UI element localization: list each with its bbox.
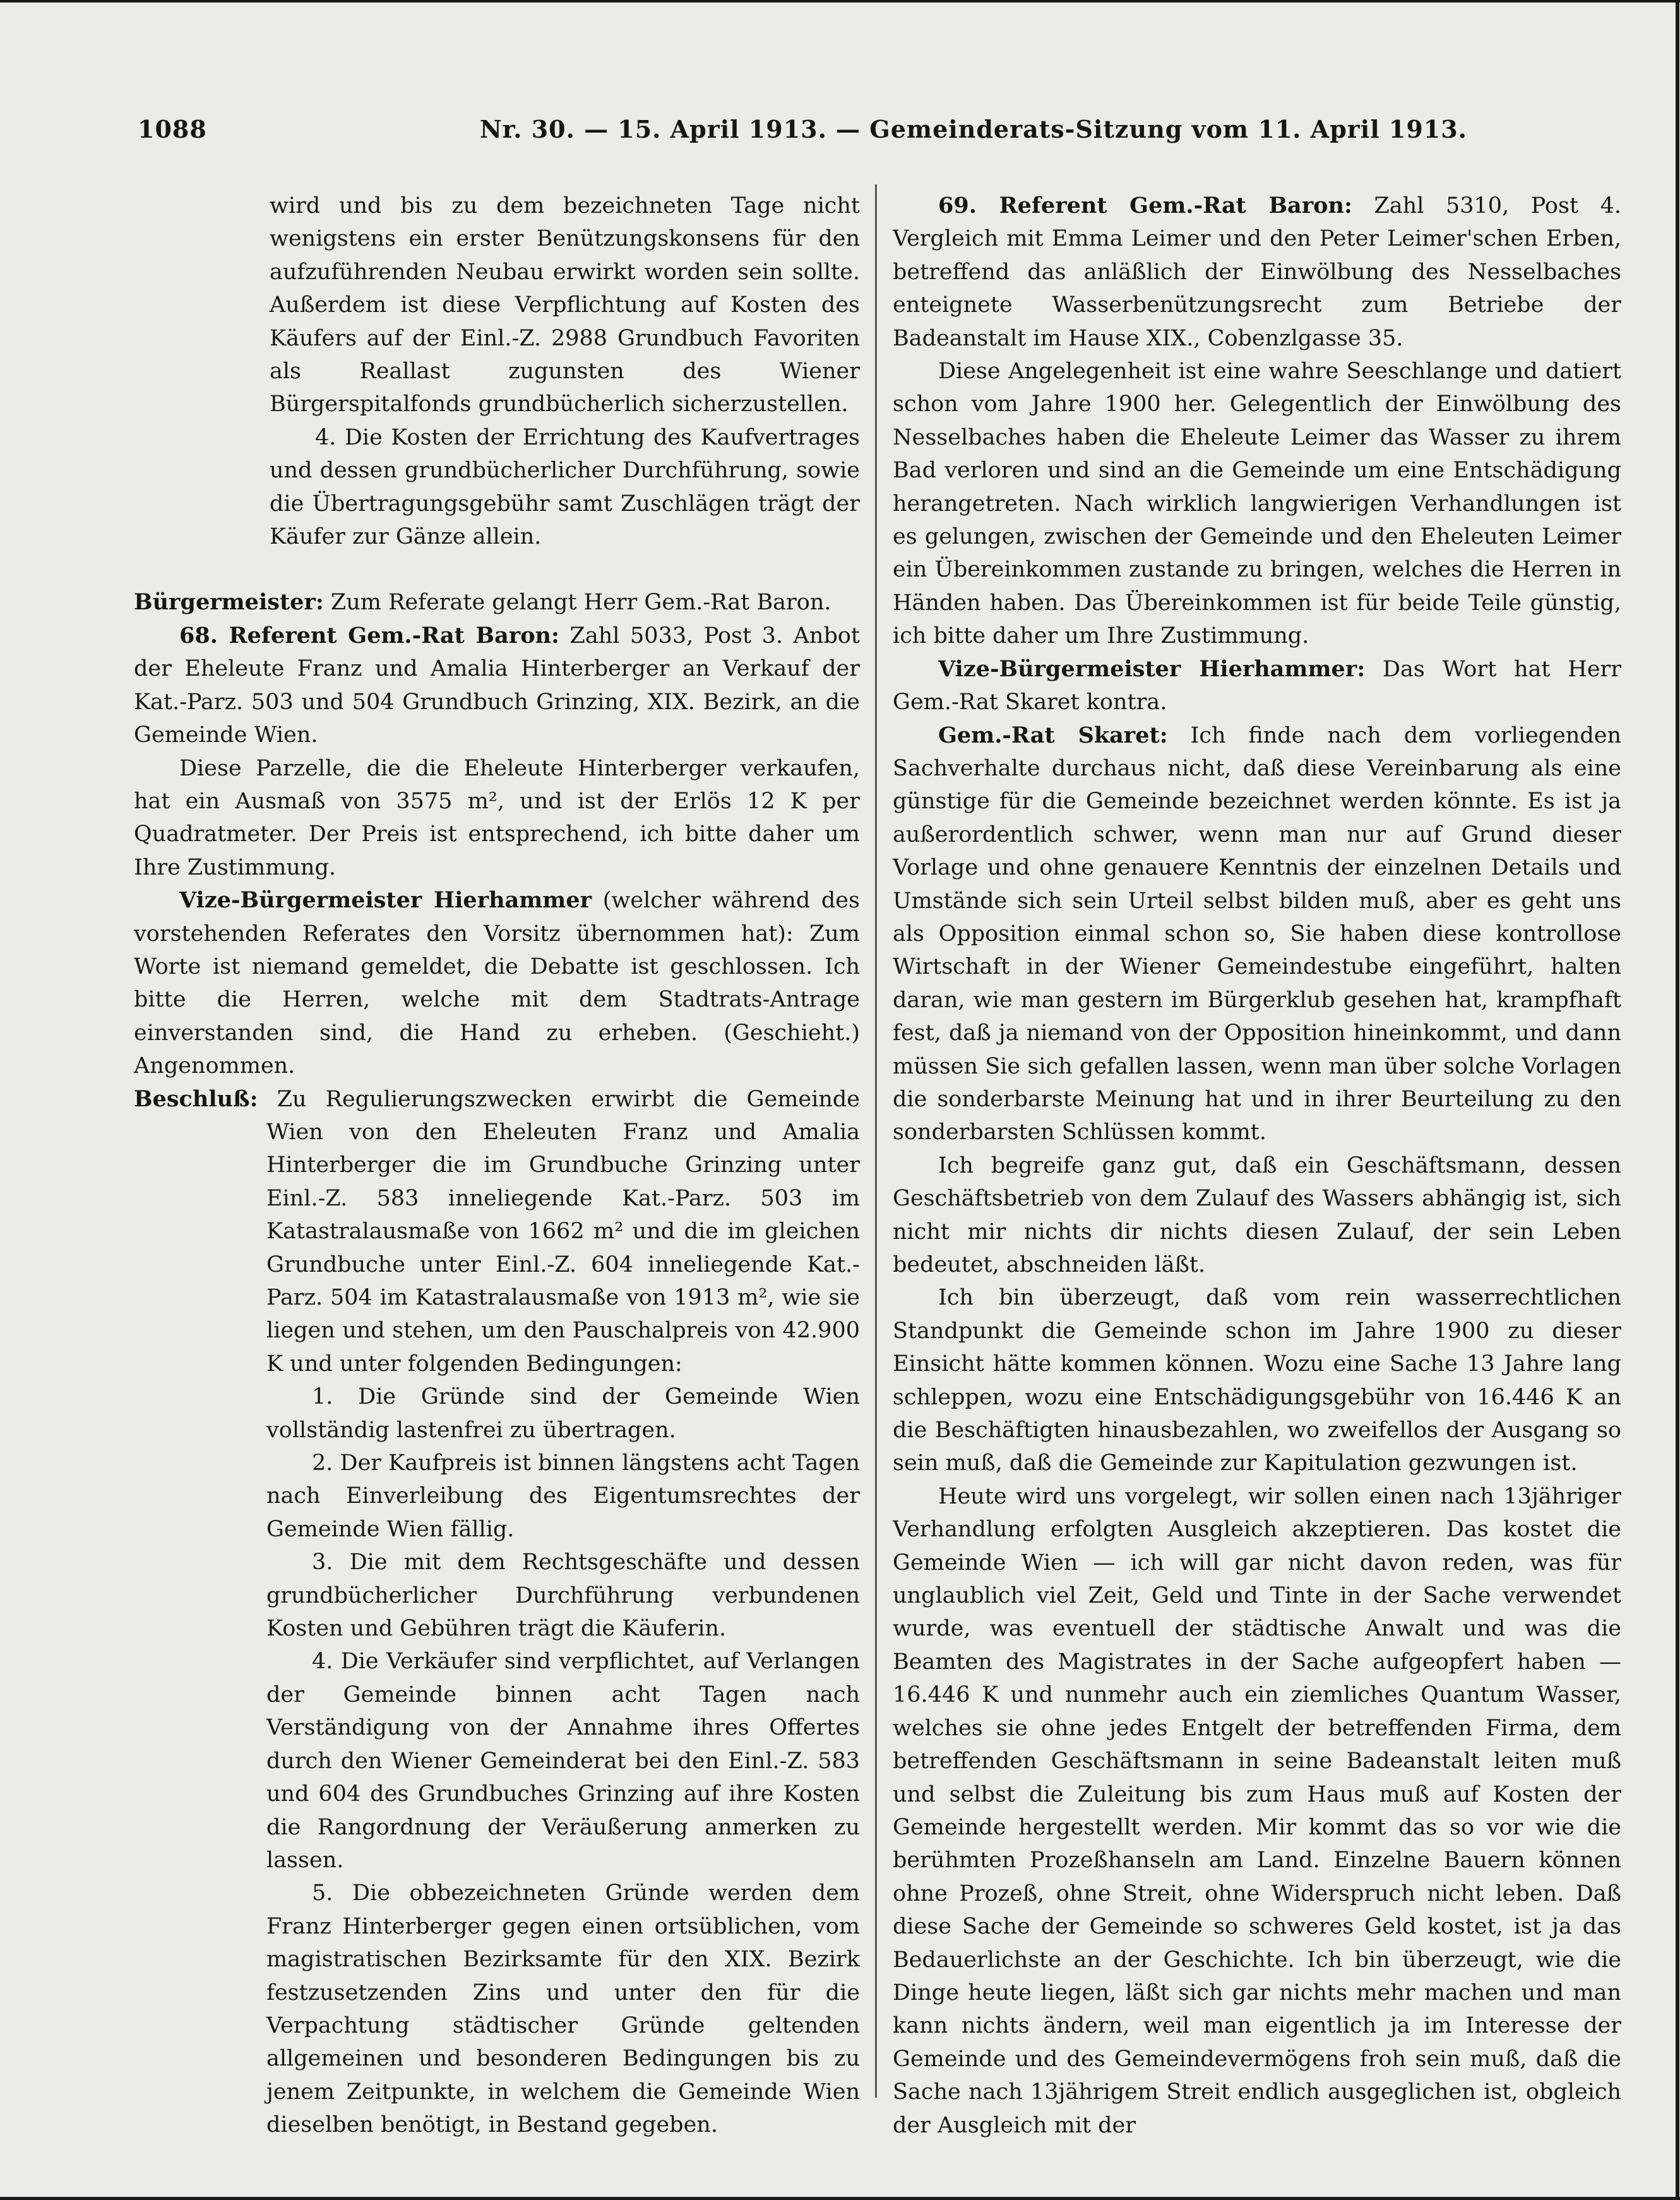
running-head: Nr. 30. — 15. April 1913. — Gemeinderats-Sitzung vom 11. April 1913. [480, 115, 1467, 143]
speaker-vize-buergermeister: Vize-Bürgermeister Hierhammer [179, 887, 592, 914]
buergermeister-paragraph [134, 586, 860, 619]
vize-text: (welcher während des vorstehenden Referates den Vorsitz übernommen hat): Zum Worte ist niemand gemeldet, die Debatte ist geschlossen. Ich bitte die Herren, welche mit dem Stadtrats-Antrage einverstanden sind, die Hand zu erheben. (Geschieht.) Angenommen. [134, 888, 860, 1079]
speaker-vize-buergermeister-2: Vize-Bürgermeister Hierhammer: [938, 655, 1366, 682]
speaker-item-69: 69. Referent Gem.-Rat Baron: [938, 193, 1352, 218]
continuation-paragraph: wird und bis zu dem bezeichneten Tage nicht wenigstens ein erster Benützungskonsens für den aufzuführenden Neubau erwirkt worden sein sollte. Außerdem ist diese Verpflichtung auf Kosten des Käufers auf der Einl.-Z. 2988 Grundbuch Favoriten als Reallast zugunsten des Wiener Bürgerspitalfonds grundbücherlich sicherzustellen. [270, 193, 860, 417]
vize-2-text: Das Wort hat Herr Gem.-Rat Skaret kontra. [893, 656, 1621, 715]
beschluss-label: Beschluß: [134, 1085, 258, 1112]
vize-2-paragraph [893, 653, 1621, 719]
item-68-text: Zahl 5033, Post 3. Anbot der Eheleute Franz und Amalia Hinterberger an Verkauf der Kat.-Parz. 503 und 504 Grundbuch Grinzing, XIX. Bezirk, an die Gemeinde Wien. [134, 623, 860, 748]
skaret-paragraph [893, 719, 1621, 1149]
condition-2: 2. Der Kaufpreis ist binnen längstens acht Tagen nach Einverleibung des Eigentumsrechtes der Gemeinde Wien fällig. [266, 1450, 860, 1542]
item-69-paragraph [893, 189, 1621, 355]
right-column [893, 189, 1621, 2142]
buergermeister-text: Zum Referate gelangt Herr Gem.-Rat Baron. [330, 590, 831, 616]
vize-paragraph [134, 884, 860, 1082]
column-divider [875, 184, 877, 2098]
condition-4-previous-item: 4. Die Kosten der Errichtung des Kaufvertrages und dessen grundbücherlicher Durchführung, sowie die Übertragungsgebühr samt Zuschlägen trägt der Käufer zur Gänze allein. [270, 424, 860, 550]
speaker-buergermeister: Bürgermeister: [134, 589, 324, 616]
bottom-border-rule [0, 2197, 1680, 2200]
condition-4: 4. Die Verkäufer sind verpflichtet, auf Verlangen der Gemeinde binnen acht Tagen nach Verständigung von der Annahme ihres Offertes durch den Wiener Gemeinderat bei den Einl.-Z. 583 und 604 des Grundbuches Grinzing auf ihre Kosten die Rangordnung der Veräußerung anmerken zu lassen. [266, 1649, 860, 1873]
skaret-paragraph-4: Heute wird uns vorgelegt, wir sollen einen nach 13jähriger Verhandlung erfolgten Ausgleich akzeptieren. Das kostet die Gemeinde Wien — ich will gar nicht davon reden, was für unglaublich viel Zeit, Geld und Tinte in der Sache verwendet wurde, was eventuell der städtische Anwalt und was die Beamten des Magistrates in der Sache aufgeopfert haben — 16.446 K und nunmehr auch ein ziemliches Quantum Wasser, welches sie ohne jedes Entgelt der betreffenden Firma, dem betreffenden Geschäftsmann in seine Badeanstalt leiten muß und selbst die Zuleitung bis zum Haus muß auf Kosten der Gemeinde hergestellt werden. Mir kommt das so vor wie die berühmten Prozeßhanseln am Land. Einzelne Bauern können ohne Prozeß, ohne Streit, ohne Widerspruch nicht leben. Daß diese Sache der Gemeinde so schweres Geld kostet, ist ja das Bedauerlichste an der Geschichte. Ich bin überzeugt, wie die Dinge heute liegen, läßt sich gar nichts mehr machen und man kann nichts ändern, weil man eigentlich ja im Interesse der Gemeinde und des Gemeindevermögens froh sein muß, daß die Sache nach 13jährigem Streit endlich ausgeglichen ist, obgleich der Ausgleich mit der [893, 1483, 1621, 2138]
speaker-skaret: Gem.-Rat Skaret: [938, 722, 1168, 748]
skaret-text: Ich finde nach dem vorliegenden Sachverhalte durchaus nicht, daß diese Vereinbarung als eine günstige für die Gemeinde bezeichnet werden könnte. Es ist ja außerordentlich schwer, wenn man nur auf Grund dieser Vorlage und ohne genauere Kenntnis der einzelnen Details und Umstände sich sein Urteil selbst bilden muß, aber es geht uns als Opposition einmal schon so, Sie haben diese kontrollose Wirtschaft in der Wiener Gemeindestube eingeführt, halten daran, wie man gestern im Bürgerklub gesehen hat, krampfhaft fest, daß ja niemand von der Opposition hineinkommt, und dann müssen Sie sich gefallen lassen, wenn man über solche Vorlagen die sonderbarste Meinung hat und in ihrer Beurteilung zu den sonderbarsten Schlüssen kommt. [893, 722, 1621, 1145]
skaret-paragraph-2: Ich begreife ganz gut, daß ein Geschäftsmann, dessen Geschäftsbetrieb von dem Zulauf des Wassers abhängig ist, sich nicht mir nichts dir nichts diesen Zulauf, der sein Leben bedeutet, abschneiden läßt. [893, 1152, 1621, 1277]
skaret-paragraph-3: Ich bin überzeugt, daß vom rein wasserrechtlichen Standpunkt die Gemeinde schon im Jahre 1900 zu dieser Einsicht hätte kommen können. Wozu eine Sache 13 Jahre lang schleppen, wozu eine Entschädigungsgebühr von 16.446 K an die Beschäftigten hinausbezahlen, wo zweifellos der Ausgang so sein muß, daß die Gemeinde zur Kapitulation gezwungen ist. [893, 1285, 1621, 1476]
speaker-item-68: 68. Referent Gem.-Rat Baron: [179, 622, 559, 649]
right-border-rule [1676, 0, 1679, 2200]
condition-3: 3. Die mit dem Rechtsgeschäfte und dessen grundbücherlicher Durchführung verbundenen Kosten und Gebühren trägt die Käuferin. [266, 1550, 860, 1642]
beschluss-paragraph [134, 1083, 860, 1381]
item-68-paragraph [134, 619, 860, 752]
condition-1: 1. Die Gründe sind der Gemeinde Wien vollständig lastenfrei zu übertragen. [266, 1384, 860, 1443]
beschluss-text: Zu Regulierungszwecken erwirbt die Gemeinde Wien von den Eheleuten Franz und Amalia Hinterberger die im Grundbuche Grinzing unter Einl.-Z. 583 inneliegende Kat.-Parz. 503 im Katastralausmaße von 1662 m² und die im gleichen Grundbuche unter Einl.-Z. 604 inneliegende Kat.-Parz. 504 im Katastralausmaße von 1913 m², wie sie liegen und stehen, um den Pauschalpreis von 42.900 K und unter folgenden Bedingungen: [266, 1086, 860, 1377]
condition-5: 5. Die obbezeichneten Gründe werden dem Franz Hinterberger gegen einen ortsüblichen, vom magistratischen Bezirksamte für den XIX. Bezirk festzusetzenden Zins und unter den für die Verpachtung städtischer Gründe geltenden allgemeinen und besonderen Bedingungen bis zu jenem Zeitpunkte, in welchem die Gemeinde Wien dieselben benötigt, in Bestand gegeben. [266, 1880, 860, 2138]
top-border-rule [0, 0, 1680, 3]
item-69-text: Zahl 5310, Post 4. Vergleich mit Emma Leimer und den Peter Leimer'schen Erben, betreffend das anläßlich der Einwölbung des Nesselbaches enteignete Wasserbenützungsrecht zum Betriebe der Badeanstalt im Hause XIX., Cobenzlgasse 35. [893, 193, 1621, 351]
item-68-paragraph-2: Diese Parzelle, die die Eheleute Hinterberger verkaufen, hat ein Ausmaß von 3575 m², und ist der Erlös 12 K per Quadratmeter. Der Preis ist entsprechend, ich bitte daher um Ihre Zustimmung. [134, 755, 860, 880]
page-header [0, 109, 1680, 153]
item-69-paragraph-2: Diese Angelegenheit ist eine wahre Seeschlange und datiert schon vom Jahre 1900 her. Gelegentlich der Einwölbung des Nesselbaches haben die Eheleute Leimer das Wasser zu ihrem Bad verloren und sind an die Gemeinde um eine Entschädigung herangetreten. Nach wirklich langwierigen Verhandlungen ist es gelungen, zwischen der Gemeinde und den Eheleuten Leimer ein Übereinkommen zustande zu bringen, welches die Herren in Händen haben. Das Übereinkommen ist für beide Teile günstig, ich bitte daher um Ihre Zustimmung. [893, 359, 1621, 649]
page-number: 1088 [138, 115, 207, 143]
left-column [134, 189, 860, 2142]
